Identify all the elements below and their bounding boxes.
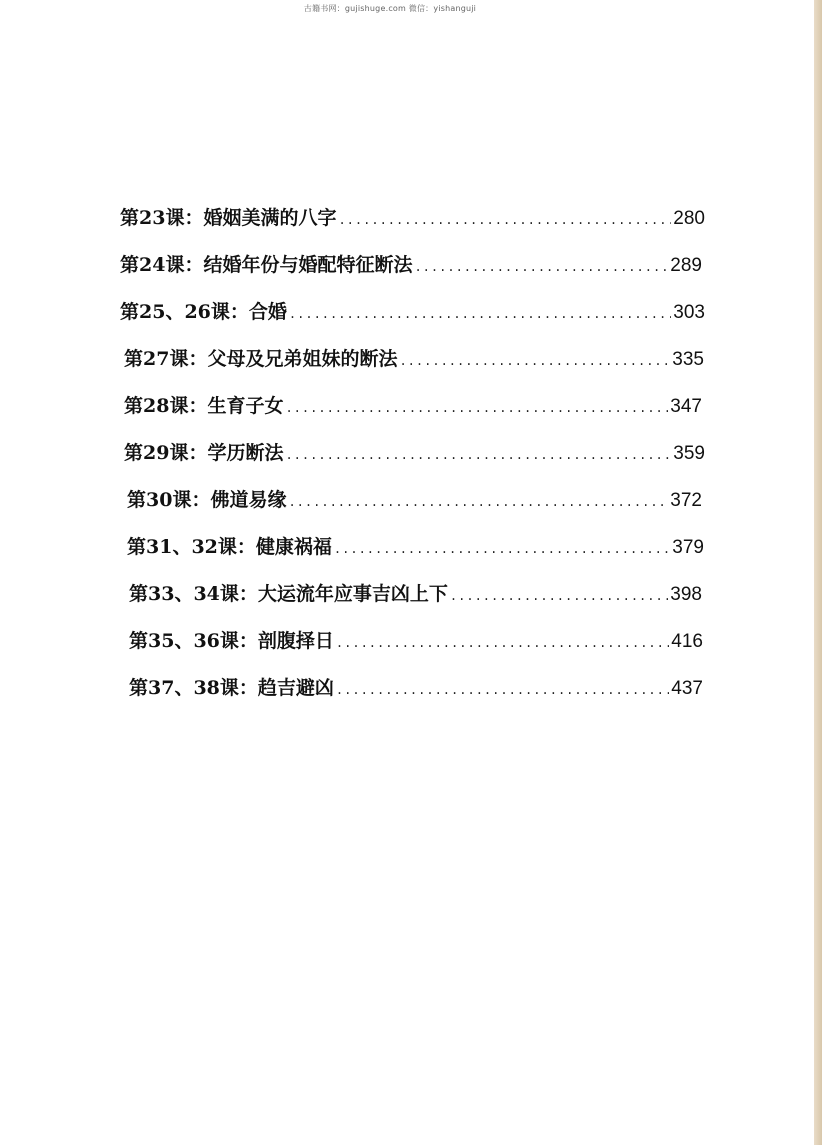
toc-entry-page: 347 xyxy=(670,396,702,417)
toc-leader-dots xyxy=(285,395,668,417)
toc-entry-title: 第33、34课：大运流年应事吉凶上下 xyxy=(129,583,448,605)
toc-entry-page: 437 xyxy=(671,678,703,699)
toc-entry-page: 379 xyxy=(672,537,704,558)
toc-entry xyxy=(129,673,703,703)
toc-entry-title: 第25、26课：合婚 xyxy=(120,301,287,323)
toc-entry xyxy=(127,485,702,515)
toc-entry-title: 第29课：学历断法 xyxy=(124,442,284,464)
toc-entry-title: 第27课：父母及兄弟姐妹的断法 xyxy=(124,348,398,370)
toc-entry-title: 第30课：佛道易缘 xyxy=(127,489,287,511)
toc-leader-dots xyxy=(399,348,670,370)
toc-entry-page: 416 xyxy=(671,631,703,652)
toc-entry xyxy=(124,391,702,421)
toc-entry xyxy=(129,626,703,656)
toc-entry-page: 280 xyxy=(673,208,705,229)
toc-entry xyxy=(129,579,702,609)
page-edge xyxy=(814,0,822,1145)
toc-entry xyxy=(120,203,705,233)
toc-entry xyxy=(124,438,705,468)
toc-leader-dots xyxy=(414,254,668,276)
toc-leader-dots xyxy=(338,207,671,229)
toc-entry-title: 第35、36课：剖腹择日 xyxy=(129,630,334,652)
toc-entry-page: 398 xyxy=(670,584,702,605)
toc-entry-page: 372 xyxy=(670,490,702,511)
toc-leader-dots xyxy=(285,442,671,464)
toc-entry xyxy=(120,250,702,280)
toc-entry-title: 第28课：生育子女 xyxy=(124,395,284,417)
toc-entry-title: 第37、38课：趋吉避凶 xyxy=(129,677,334,699)
toc-entry-page: 359 xyxy=(673,443,705,464)
toc-leader-dots xyxy=(289,301,671,323)
toc-entry xyxy=(120,297,705,327)
toc-leader-dots xyxy=(336,630,669,652)
toc-entry-title: 第23课：婚姻美满的八字 xyxy=(120,207,337,229)
toc-entry xyxy=(124,344,704,374)
toc-entry-page: 303 xyxy=(673,302,705,323)
toc-entry-page: 289 xyxy=(670,255,702,276)
page-header: 古籍书网：gujishuge.com 微信：yishanguji xyxy=(303,4,477,13)
toc-leader-dots xyxy=(336,677,669,699)
toc-leader-dots xyxy=(450,583,668,605)
toc-leader-dots xyxy=(334,536,670,558)
toc-leader-dots xyxy=(288,489,668,511)
toc-entry-title: 第24课：结婚年份与婚配特征断法 xyxy=(120,254,413,276)
toc-entry-title: 第31、32课：健康祸福 xyxy=(127,536,332,558)
toc-entry xyxy=(127,532,704,562)
toc-entry-page: 335 xyxy=(672,349,704,370)
